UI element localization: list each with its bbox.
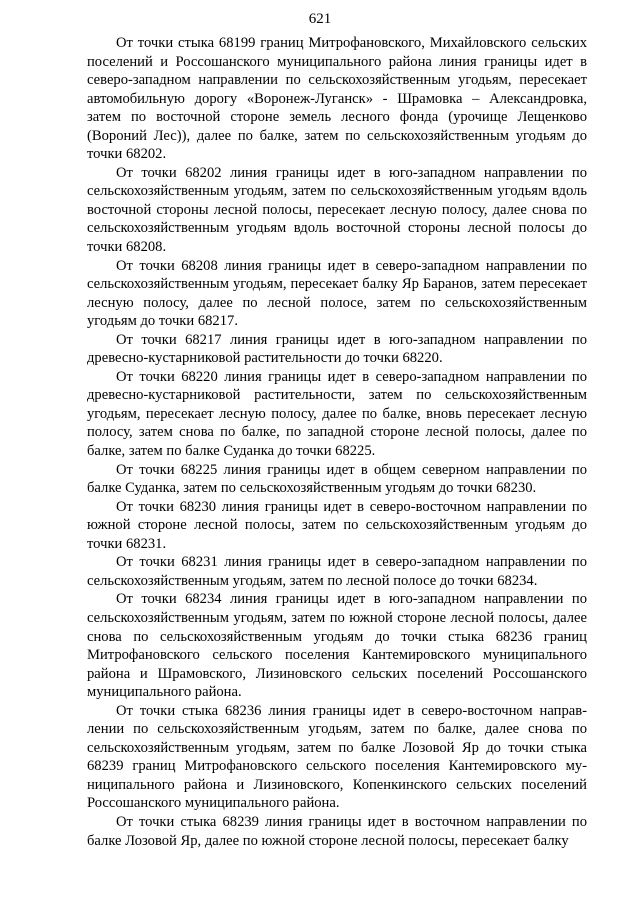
paragraph: От точки 68208 линия границы идет в северо-западном направлении по сельскохозяйственным угодьям, пересекает балку Яр Баранов, затем пересекает лесную полосу, далее по лесной полосе, затем по сельскохозяйственным угодьям до точки 68217. <box>87 257 587 330</box>
paragraph: От точки 68202 линия границы идет в юго-западном направлении по сельскохозяйственным угодьям, затем по сельскохозяйственным угодьям вдоль восточной стороны лесной полосы, пересекает лесную полосу, далее снова по сельскохозяйственным угодьям вдоль восточной стороны лесной полосы до точки 68208. <box>87 164 587 256</box>
page-number: 621 <box>308 11 332 27</box>
document-body <box>87 34 587 850</box>
paragraph: От точки 68231 линия границы идет в северо-западном направлении по сельскохозяйственным угодьям, затем по лесной полосе до точки 68234. <box>87 554 587 589</box>
paragraph: От точки стыка 68239 линия границы идет в восточном направлении по балке Лозовой Яр, далее по южной стороне лесной полосы, пересекает балку <box>87 813 587 849</box>
paragraph: От точки стыка 68199 границ Митрофановского, Михайловского сельских поселений и Россошанского муниципального района линия границы идет в северо-западном направлении по сельскохозяйственным угодьям, пересекает автомобильную дорогу «Воронеж-Луганск» - Шрамовка – Александровка, затем по восточной стороне земель лесного фонда (урочище Лещенково (Вороний Лес)), далее по балке, затем по сельскохозяйственным угодьям до точки 68202. <box>87 35 587 163</box>
paragraph: От точки 68220 линия границы идет в северо-западном направлении по древесно-кустарниковой растительности, затем по сельскохозяйственным угодьям, пересекает лесную полосу, далее по балке, вновь пересекает лесную полосу, затем снова по балке, по западной стороне лесной полосы, далее по балке, затем по балке Суданка до точки 68225. <box>87 368 587 460</box>
paragraph: От точки 68230 линия границы идет в северо-восточном направлении по южной стороне лесной полосы, затем по сельскохозяйственным угодьям до точки 68231. <box>87 498 587 552</box>
paragraph: От точки 68234 линия границы идет в юго-западном направлении по сельскохозяйственным угодьям, затем по южной стороне лесной полосы, далее снова по сельскохозяйственным угодьям до точки стыка 68236 границ Митрофановского сельского поселения Кантемировского муниципального района и Шрамовского, Лизиновского сельских поселений Россошанского муниципального района. <box>87 591 587 701</box>
paragraph: От точки 68217 линия границы идет в юго-западном направлении по древесно-кустарниковой растительности до точки 68220. <box>87 331 587 367</box>
paragraph: От точки 68225 линия границы идет в общем северном направлении по балке Суданка, затем по сельскохозяйственным угодьям до точки 68230. <box>87 461 587 497</box>
paragraph: От точки стыка 68236 линия границы идет в северо-восточном направлении по сельскохозяйственным угодьям, затем по балке, далее снова по сельскохозяйственным угодьям, затем по балке Лозовой Яр до точки стыка 68239 границ Митрофановского сельского поселения Кантемировского муниципального района и Лизиновского, Копенкинского сельских поселений Россошанского муниципального района. <box>87 702 587 812</box>
